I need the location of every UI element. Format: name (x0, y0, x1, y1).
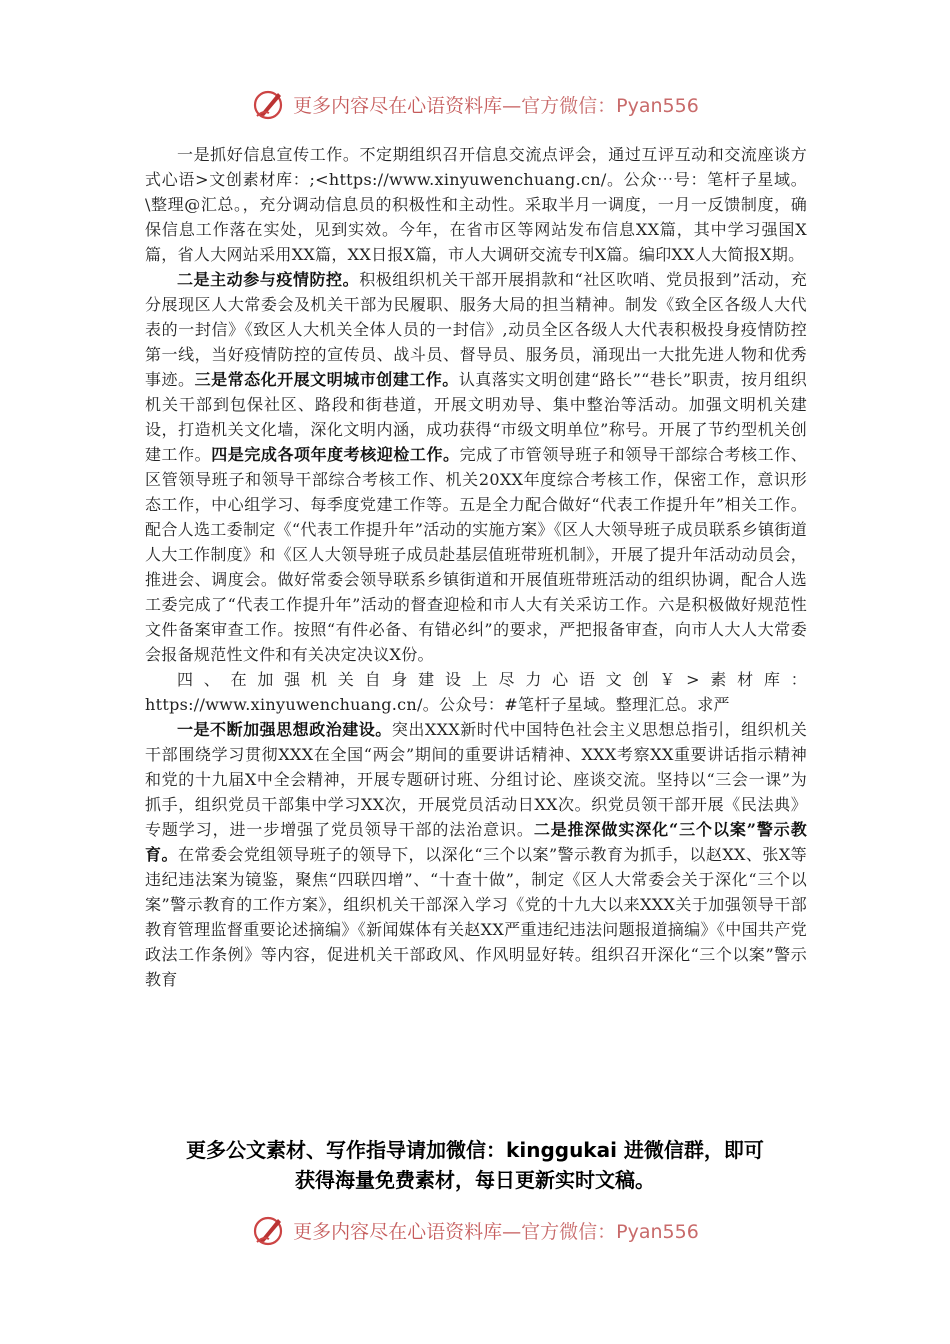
footer-promo (0, 1135, 950, 1195)
paragraph-text: 一是抓好信息宣传工作。不定期组织召开信息交流点评会，通过互评互动和交流座谈方式心语>文创素材库：;<https://www.xinyuwenchuang.cn/。公众⋯号：笔杆子星域。\整理@汇总。，充分调动信息员的积极性和主动性。采取半月一调度，一月一反馈制度，确保信息工作落在实处，见到实效。今年，在省市区等网站发布信息XX篇，其中学习强国X篇，省人大网站采用XX篇，XX日报X篇，市人大调研交流专刊X篇。编印XX人大简报X期。 (145, 145, 807, 264)
paragraph-text: 认真落实文明创建“路长”“巷长”职责，按月组织机关干部到包保社区、路段和街巷道，开展文明劝导、集中整治等活动。加强文明机关建设，打造机关文化墙，深化文明内涵，成功获得“市级文明单位”称号。开展了节约型机关创建工作。 (145, 370, 807, 464)
paragraph (145, 717, 807, 992)
quill-logo-icon (251, 1212, 287, 1248)
banner-wechat: 官方微信：Pyan556 (521, 1220, 699, 1243)
paragraph-heading: 一是不断加强思想政治建设。 (177, 720, 392, 739)
paragraph-text: 在常委会党组领导班子的领导下，以深化“三个以案”警示教育为抓手，以赵XX、张X等违纪违法案为镜鉴，聚焦“四联四增”、“十查十做”，制定《区人大常委会关于深化“三个以案”警示教育的工作方案》，组织机关干部深入学习《党的十九大以来XXX关于加强领导干部教育管理监督重要论述摘编》《新闻媒体有关赵XX严重违纪违法问题报道摘编》《中国共产党政法工作条例》等内容，促进机关干部政风、作风明显好转。组织召开深化“三个以案”警示教育 (145, 845, 807, 989)
paragraph-text: 完成了市管领导班子和领导干部综合考核工作、区管领导班子和领导干部综合考核工作、机关20XX年度综合考核工作，保密工作，意识形态工作，中心组学习、每季度党建工作等。五是全力配合做好“代表工作提升年”相关工作。配合人选工委制定《“代表工作提升年”活动的实施方案》《区人大领导班子成员联系乡镇街道人大工作制度》和《区人大领导班子成员赴基层值班带班机制》，开展了提升年活动动员会，推进会、调度会。做好常委会领导联系乡镇街道和开展值班带班活动的组织协调，配合人选工委完成了“代表工作提升年”活动的督查迎检和市人大有关采访工作。六是积极做好规范性文件备案审查工作。按照“有件必备、有错必纠”的要求，严把报备审查，向市人大人大常委会报备规范性文件和有关决定决议X份。 (145, 445, 807, 664)
paragraph-text: 积极组织机关干部开展捐款和“社区吹哨、党员报到”活动，充分展现区人大常委会及机关干部为民履职、服务大局的担当精神。制发《致全区各级人大代表的一封信》《致区人大机关全体人员的一封信》,动员全区各级人大代表积极投身疫情防控第一线，当好疫情防控的宣传员、战斗员、督导员、服务员，涌现出一大批先进人物和优秀事迹。 (145, 270, 807, 389)
banner-text: 更多内容尽在心语资料库— (293, 94, 522, 117)
paragraph-text: 突出XXX新时代中国特色社会主义思想总指引，组织机关干部围绕学习贯彻XXX在全国“两会”期间的重要讲话精神、XXX考察XX重要讲话指示精神和党的十九届X中全会精神，开展专题研讨班、分组讨论、座谈交流。坚持以“三会一课”为抓手，组织党员干部集中学习XX次，开展党员活动日XX次。织党员领干部开展《民法典》专题学习，进一步增强了党员领导干部的法治意识。 (145, 720, 807, 839)
paragraph-heading: 三是常态化开展文明城市创建工作。 (194, 370, 459, 389)
header-watermark-banner (0, 84, 950, 124)
document-body (145, 142, 807, 992)
paragraph-text: 四、在加强机关自身建设上尽力心语文创￥>素材库：https://www.xinyuwenchuang.cn/。公众号：#笔杆子星域。整理汇总。求严 (145, 670, 807, 714)
paragraph (145, 142, 807, 267)
paragraph (145, 667, 807, 717)
footer-promo-line-2: 获得海量免费素材，每日更新实时文稿。 (295, 1168, 655, 1192)
quill-logo-icon (251, 86, 287, 122)
footer-promo-line-1: 更多公文素材、写作指导请加微信：kinggukai 进微信群，即可 (186, 1138, 764, 1162)
paragraph-heading: 四是完成各项年度考核迎检工作。 (211, 445, 460, 464)
paragraph-heading: 二是推深做实深化“三个以案”警示教育。 (145, 820, 807, 864)
banner-text: 更多内容尽在心语资料库— (293, 1220, 522, 1243)
footer-watermark-banner (0, 1210, 950, 1250)
paragraph (145, 267, 807, 667)
banner-wechat: 官方微信：Pyan556 (521, 94, 699, 117)
paragraph-heading: 二是主动参与疫情防控。 (177, 270, 360, 289)
